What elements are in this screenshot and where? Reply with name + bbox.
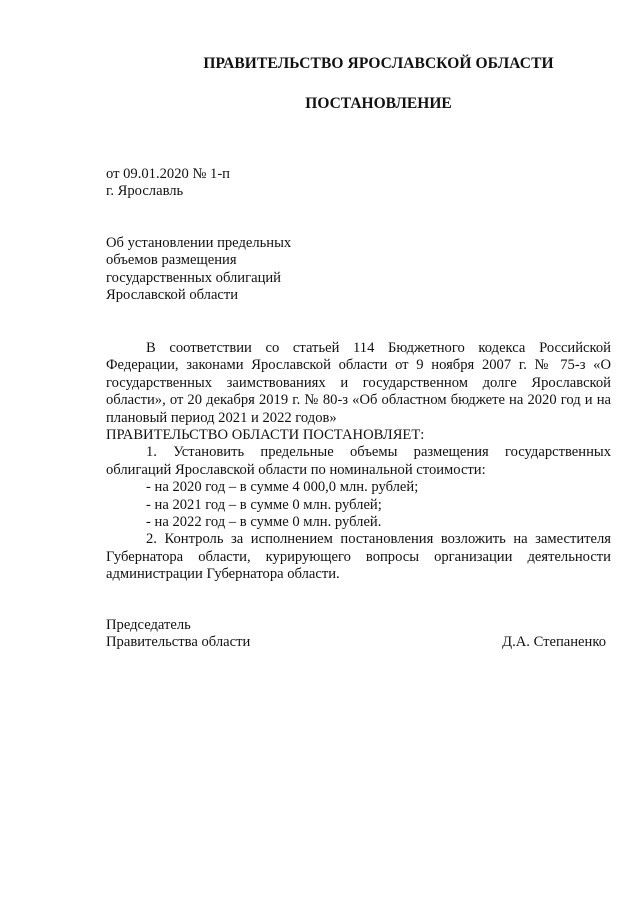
resolves-line: ПРАВИТЕЛЬСТВО ОБЛАСТИ ПОСТАНОВЛЯЕТ: — [106, 427, 425, 444]
document-body — [106, 340, 611, 584]
document-type: ПОСТАНОВЛЕНИЕ — [305, 95, 452, 112]
limit-item: - на 2021 год – в сумме 0 млн. рублей; — [146, 496, 382, 513]
limit-item: - на 2022 год – в сумме 0 млн. рублей. — [146, 514, 382, 531]
subject-line: объемов размещения — [106, 252, 237, 269]
subject-line: Ярославской области — [106, 287, 239, 304]
subject-line: государственных облигаций — [106, 269, 281, 286]
signatory-name: Д.А. Степаненко — [502, 634, 606, 651]
subject-line: Об установлении предельных — [106, 235, 292, 251]
city: г. Ярославль — [106, 183, 184, 200]
preamble-paragraph: В соответствии со статьей 114 Бюджетного кодекса Российской Федерации, законами Ярославской области от 9 ноября 2007 г. № 75-з «О государственных заимствованиях и государственном долге Ярославской области», от 20 декабря 2019 г. № 80-з «Об областном бюджете на 2020 год и на плановый период 2021 и 2022 годов» — [106, 340, 611, 426]
signatory-position-line2: Правительства области — [106, 634, 251, 651]
document-subject — [106, 235, 346, 305]
signature-block — [106, 617, 606, 652]
date-number: от 09.01.2020 № 1-п — [106, 166, 230, 182]
limit-item: - на 2020 год – в сумме 4 000,0 млн. рублей; — [146, 479, 419, 496]
signature-row — [106, 634, 606, 651]
document-meta — [106, 166, 230, 201]
government-title: ПРАВИТЕЛЬСТВО ЯРОСЛАВСКОЙ ОБЛАСТИ — [203, 55, 554, 72]
point-2-paragraph: 2. Контроль за исполнением постановления возложить на заместителя Губернатора области, курирующего вопросы организации деятельности администрации Губернатора области. — [106, 531, 611, 583]
signatory-position-line1: Председатель — [106, 617, 191, 633]
point-1-paragraph: 1. Установить предельные объемы размещения государственных облигаций Ярославской области по номинальной стоимости: — [106, 444, 611, 478]
